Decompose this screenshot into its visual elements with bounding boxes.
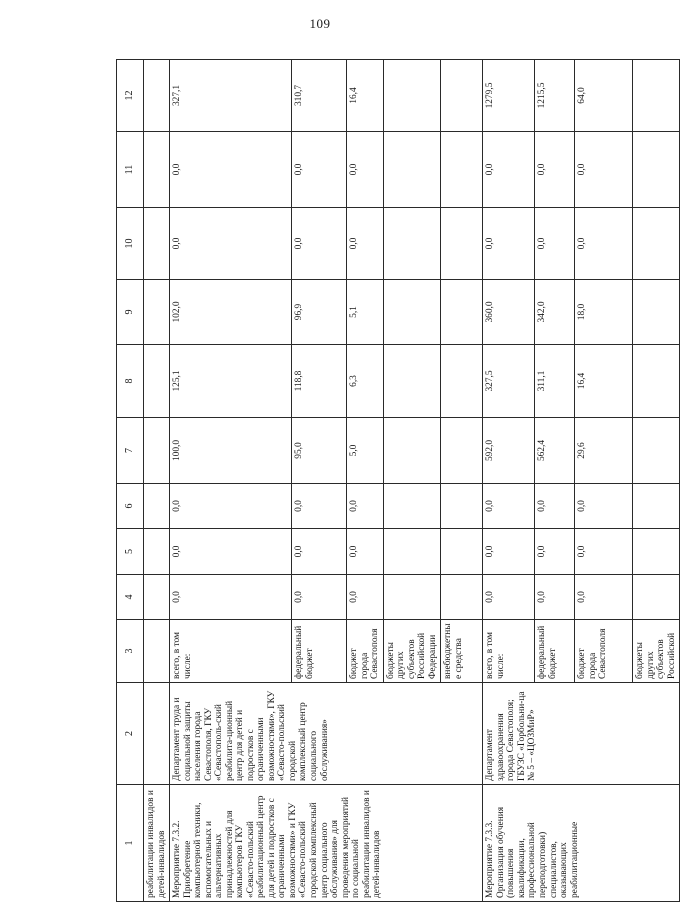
value-cell: 1215,5 xyxy=(535,60,575,132)
value-cell: 0,0 xyxy=(575,575,633,620)
activity-cell: Мероприятие 7.3.3. Организация обучения (повышения квалификации, профессиональной переподготовки) специалистов, оказывающих реабилитационные xyxy=(483,785,680,902)
value-cell xyxy=(633,484,680,529)
value-cell: 0,0 xyxy=(575,132,633,208)
value-cell: 0,0 xyxy=(575,529,633,575)
table-row xyxy=(144,60,170,902)
value-cell: 0,0 xyxy=(292,132,347,208)
header-cell: 11 xyxy=(117,132,144,208)
funding-source-cell: бюджет города Севастополя xyxy=(347,620,384,683)
value-cell xyxy=(383,418,441,484)
value-cell: 0,0 xyxy=(347,132,384,208)
funding-source-cell: внебюджетные средства xyxy=(441,620,483,683)
header-cell: 4 xyxy=(117,575,144,620)
financing-table xyxy=(116,59,680,902)
value-cell: 342,0 xyxy=(535,280,575,345)
value-cell: 16,4 xyxy=(347,60,384,132)
table-row xyxy=(170,60,292,902)
value-cell xyxy=(144,60,170,132)
value-cell: 0,0 xyxy=(170,529,292,575)
executor-cell: Департамент труда и социальной защиты населения города Севастополя, ГКУ «Севастополь-ский реабилита-ционный центр для детей и подростков с ограниченными возможностями», ГКУ «Севасто-польский городской комплексный центр социального обслуживания» xyxy=(170,683,483,785)
value-cell: 0,0 xyxy=(347,529,384,575)
rotated-table-area xyxy=(116,60,677,902)
header-cell: 1 xyxy=(117,785,144,902)
value-cell xyxy=(441,345,483,418)
value-cell xyxy=(144,132,170,208)
value-cell xyxy=(441,484,483,529)
value-cell xyxy=(383,575,441,620)
value-cell: 6,3 xyxy=(347,345,384,418)
funding-source-cell: бюджет города Севастополя xyxy=(575,620,633,683)
value-cell: 0,0 xyxy=(292,208,347,280)
value-cell xyxy=(633,345,680,418)
value-cell: 0,0 xyxy=(575,484,633,529)
value-cell: 0,0 xyxy=(535,132,575,208)
value-cell: 95,0 xyxy=(292,418,347,484)
value-cell xyxy=(144,529,170,575)
value-cell: 118,8 xyxy=(292,345,347,418)
value-cell xyxy=(441,418,483,484)
value-cell xyxy=(633,529,680,575)
value-cell: 0,0 xyxy=(483,575,535,620)
value-cell: 327,1 xyxy=(170,60,292,132)
value-cell xyxy=(144,418,170,484)
value-cell xyxy=(441,280,483,345)
activity-cell: Мероприятие 7.3.2. Приобретение компьютерной техники, вспомогательных и альтернативных принадлежностей для компьютеров ГКУ «Севасто-польский реабилитационный центр для детей и подростков с ограниченными возможностями» и ГКУ «Севасто-польский городской комплексный центр социального обслуживания» для проведения мероприятий по социальной реабилитации инвалидов и детей-инвалидов xyxy=(170,785,483,902)
value-cell xyxy=(383,208,441,280)
executor-cell: Департамент здравоохранения города Севастополя; ГБУЗС «Горбольни-ца № 5 – «ЦОЗМиР» xyxy=(483,683,680,785)
executor-cell xyxy=(144,683,170,785)
value-cell: 18,0 xyxy=(575,280,633,345)
value-cell xyxy=(383,280,441,345)
activity-cell: реабилитации инвалидов и детей-инвалидов xyxy=(144,785,170,902)
value-cell xyxy=(383,60,441,132)
value-cell xyxy=(441,208,483,280)
header-cell: 8 xyxy=(117,345,144,418)
value-cell xyxy=(441,575,483,620)
value-cell: 5,0 xyxy=(347,418,384,484)
funding-source-cell: федеральный бюджет xyxy=(292,620,347,683)
value-cell: 0,0 xyxy=(483,132,535,208)
funding-source-cell: федеральный бюджет xyxy=(535,620,575,683)
value-cell xyxy=(144,280,170,345)
value-cell xyxy=(144,575,170,620)
value-cell: 360,0 xyxy=(483,280,535,345)
value-cell xyxy=(383,529,441,575)
value-cell: 0,0 xyxy=(483,208,535,280)
value-cell xyxy=(633,280,680,345)
funding-source-cell: бюджеты других субъектов Российской Федерации xyxy=(383,620,441,683)
header-cell: 10 xyxy=(117,208,144,280)
value-cell xyxy=(633,132,680,208)
value-cell: 125,1 xyxy=(170,345,292,418)
value-cell: 0,0 xyxy=(535,529,575,575)
header-cell: 2 xyxy=(117,683,144,785)
header-row xyxy=(117,60,144,902)
value-cell: 0,0 xyxy=(535,484,575,529)
value-cell xyxy=(633,60,680,132)
value-cell xyxy=(441,60,483,132)
value-cell: 5,1 xyxy=(347,280,384,345)
header-cell: 3 xyxy=(117,620,144,683)
value-cell xyxy=(441,529,483,575)
funding-source-cell: всего, в том числе: xyxy=(170,620,292,683)
value-cell: 102,0 xyxy=(170,280,292,345)
value-cell: 29,6 xyxy=(575,418,633,484)
value-cell xyxy=(144,345,170,418)
value-cell xyxy=(144,208,170,280)
value-cell: 0,0 xyxy=(535,575,575,620)
value-cell xyxy=(383,484,441,529)
value-cell: 64,0 xyxy=(575,60,633,132)
value-cell: 0,0 xyxy=(170,132,292,208)
header-cell: 5 xyxy=(117,529,144,575)
header-cell: 12 xyxy=(117,60,144,132)
value-cell: 0,0 xyxy=(483,529,535,575)
value-cell: 0,0 xyxy=(170,208,292,280)
header-cell: 9 xyxy=(117,280,144,345)
value-cell: 0,0 xyxy=(535,208,575,280)
value-cell: 16,4 xyxy=(575,345,633,418)
value-cell: 310,7 xyxy=(292,60,347,132)
value-cell: 0,0 xyxy=(292,529,347,575)
value-cell: 1279,5 xyxy=(483,60,535,132)
table-row xyxy=(483,60,535,902)
funding-source-cell: всего, в том числе: xyxy=(483,620,535,683)
funding-source-cell xyxy=(144,620,170,683)
value-cell: 0,0 xyxy=(483,484,535,529)
value-cell: 96,9 xyxy=(292,280,347,345)
value-cell: 0,0 xyxy=(575,208,633,280)
value-cell: 592,0 xyxy=(483,418,535,484)
value-cell: 327,5 xyxy=(483,345,535,418)
funding-source-cell: бюджеты других субъектов Российской xyxy=(633,620,680,683)
value-cell: 100,0 xyxy=(170,418,292,484)
value-cell xyxy=(383,132,441,208)
header-cell: 7 xyxy=(117,418,144,484)
value-cell: 562,4 xyxy=(535,418,575,484)
value-cell xyxy=(441,132,483,208)
value-cell xyxy=(633,575,680,620)
value-cell xyxy=(383,345,441,418)
value-cell: 0,0 xyxy=(347,208,384,280)
value-cell xyxy=(633,208,680,280)
value-cell: 0,0 xyxy=(292,484,347,529)
value-cell: 0,0 xyxy=(347,575,384,620)
header-cell: 6 xyxy=(117,484,144,529)
value-cell: 0,0 xyxy=(292,575,347,620)
value-cell: 0,0 xyxy=(347,484,384,529)
value-cell: 0,0 xyxy=(170,575,292,620)
value-cell xyxy=(633,418,680,484)
value-cell xyxy=(144,484,170,529)
page-number: 109 xyxy=(309,16,331,31)
value-cell: 311,1 xyxy=(535,345,575,418)
value-cell: 0,0 xyxy=(170,484,292,529)
